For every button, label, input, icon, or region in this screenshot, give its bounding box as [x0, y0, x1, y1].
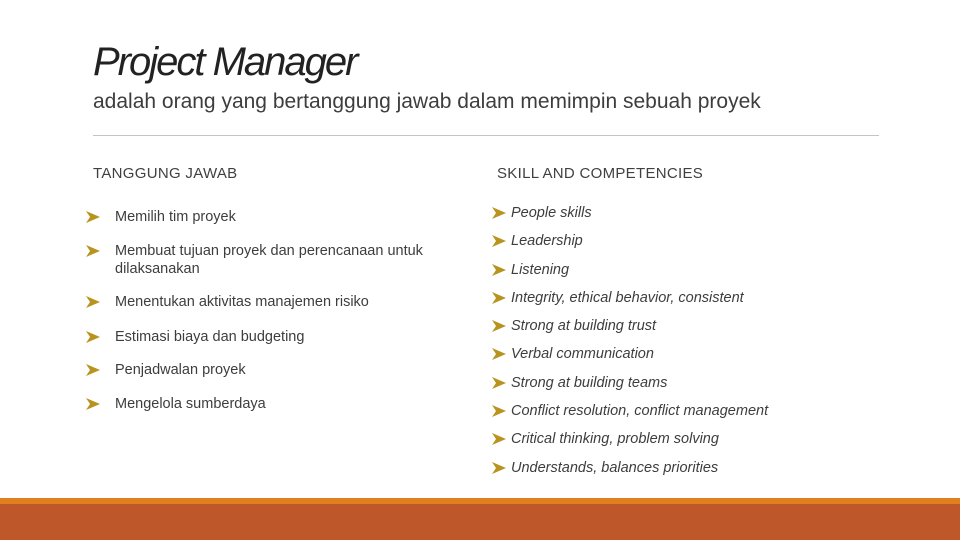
list-item	[492, 261, 569, 279]
list-item	[86, 208, 475, 226]
list-item	[492, 430, 719, 448]
list-item-label: Critical thinking, problem solving	[511, 431, 719, 447]
list-item	[86, 361, 475, 379]
arrow-bullet-icon	[86, 398, 100, 410]
list-item-label: People skills	[511, 205, 592, 221]
list-item-label: Verbal communication	[511, 346, 654, 362]
list-item-label: Leadership	[511, 233, 583, 249]
list-item	[492, 232, 583, 250]
arrow-bullet-icon	[86, 245, 100, 257]
list-item-label: Mengelola sumberdaya	[115, 396, 266, 412]
list-item	[86, 328, 475, 346]
list-item-label: Listening	[511, 262, 570, 278]
list-item-label: Penjadwalan proyek	[115, 362, 246, 378]
slide-subtitle: adalah orang yang bertanggung jawab dalam memimpin sebuah proyek	[93, 90, 761, 113]
list-item-label: Estimasi biaya dan budgeting	[115, 329, 305, 345]
list-item	[86, 395, 475, 413]
list-item	[492, 402, 768, 420]
list-item	[492, 289, 744, 307]
arrow-bullet-icon	[492, 320, 506, 332]
list-item	[492, 317, 656, 335]
list-item-label: Memilih tim proyek	[115, 209, 236, 225]
arrow-bullet-icon	[492, 405, 506, 417]
arrow-bullet-icon	[86, 296, 100, 308]
responsibility-list	[86, 0, 486, 540]
list-item	[492, 345, 654, 363]
arrow-bullet-icon	[492, 264, 506, 276]
list-item-label: Understands, balances priorities	[511, 460, 719, 476]
arrow-bullet-icon	[492, 207, 506, 219]
arrow-bullet-icon	[86, 364, 100, 376]
list-item	[492, 204, 592, 222]
list-item-label: Strong at building teams	[511, 375, 668, 391]
list-item	[86, 293, 475, 311]
list-item-label: Integrity, ethical behavior, consistent	[511, 290, 744, 306]
list-item	[492, 459, 718, 477]
arrow-bullet-icon	[492, 433, 506, 445]
skills-list	[492, 0, 932, 540]
left-column-heading: TANGGUNG JAWAB	[93, 165, 238, 182]
arrow-bullet-icon	[492, 462, 506, 474]
arrow-bullet-icon	[86, 211, 100, 223]
list-item	[492, 374, 667, 392]
list-item-label: Menentukan aktivitas manajemen risiko	[115, 294, 369, 310]
list-item-label: Membuat tujuan proyek dan perencanaan untuk dilaksanakan	[115, 243, 423, 277]
arrow-bullet-icon	[492, 235, 506, 247]
arrow-bullet-icon	[492, 292, 506, 304]
list-item	[86, 242, 475, 278]
arrow-bullet-icon	[492, 377, 506, 389]
slide-title: Project Manager	[93, 40, 357, 84]
footer-band	[0, 504, 960, 540]
list-item-label: Conflict resolution, conflict management	[511, 403, 769, 419]
arrow-bullet-icon	[86, 331, 100, 343]
right-column-heading: SKILL AND COMPETENCIES	[497, 165, 704, 182]
list-item-label: Strong at building trust	[511, 318, 657, 334]
arrow-bullet-icon	[492, 348, 506, 360]
